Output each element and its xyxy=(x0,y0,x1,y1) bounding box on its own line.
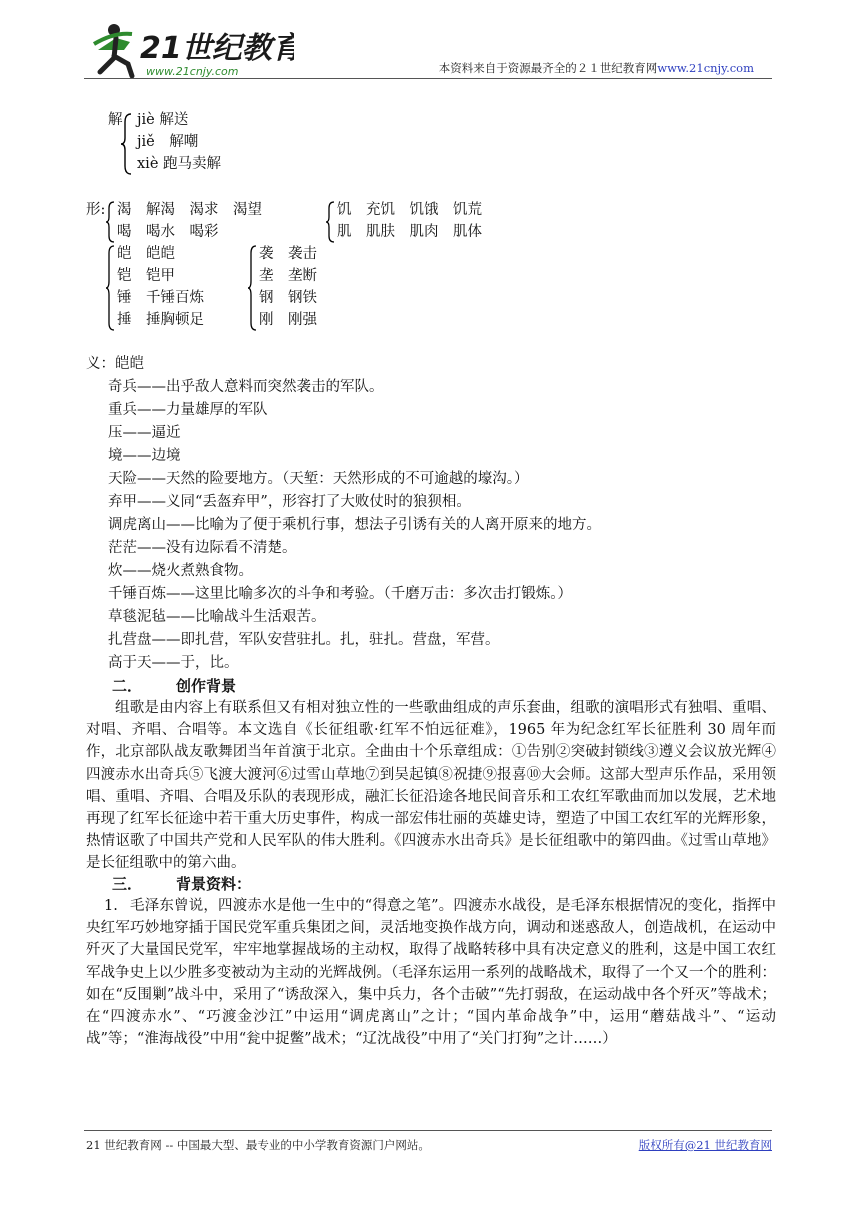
brace xyxy=(326,201,336,243)
yi-item: 天险——天然的险要地方。（天堑：天然形成的不可逾越的壕沟。） xyxy=(108,471,529,487)
section3-body: 毛泽东曾说，四渡赤水是他一生中的“得意之笔”。四渡赤水战役，是毛泽东根据情况的变化，指挥中央红军巧妙地穿插于国民党军重兵集团之间，灵活地变换作战方向，调动和迷惑敌人，创造战机，在运动中歼灭了大量国民党军，牢牢地掌握战场的主动权，取得了战略转移中具有决定意义的胜利，这是中国工农红军战争史上以少胜多变被动为主动的光辉战例。（毛泽东运用一系列的战略战术，取得了一个又一个的胜利：如在“反围剿”战斗中，采用了“诱敌深入，集中兵力，各个击破”“先打弱敌，在运动战中各个歼灭”等战术；在“四渡赤水”、“巧渡金沙江”中运用“调虎离山”之计；“国内革命战争”中，运用“蘑菇战斗”、“运动战”等；“淮海战役”中用“瓮中捉鳖”战术；“辽沈战役”中用了“关门打狗”之计……） xyxy=(86,898,776,1048)
yi-item: 高于天——于，比。 xyxy=(108,655,239,671)
xing-g2-row-1: 饥 充饥 饥饿 饥荒 xyxy=(337,202,482,218)
xing-g3-row-2: 铠 铠甲 xyxy=(117,268,175,284)
section2-body: 组歌是由内容上有联系但又有相对独立性的一些歌曲组成的声乐套曲，组歌的演唱形式有独唱、重唱、对唱、齐唱、合唱等。本文选自《长征组歌·红军不怕远征难》，1965 年为纪念红军长征胜利 30 周年而作，北京部队战友歌舞团当年首演于北京。全曲由十个乐章组成：①告别②突破封锁线③遵义会议放光辉④四渡赤水出奇兵⑤飞渡大渡河⑥过雪山草地⑦到吴起镇⑧祝捷⑨报喜⑩大会师。这部大型声乐作品，采用领唱、重唱、齐唱、合唱及乐队的表现形成，融汇长征沿途各地民间音乐和工农红军歌曲而加以发展，艺术地再现了红军长征途中若干重大历史事件，构成一部宏伟壮丽的英雄史诗，塑造了中国工农红军的光辉形象，热情讴歌了中国共产党和人民军队的伟大胜利。《四渡赤水出奇兵》是长征组歌中的第四曲。《过雪山草地》是长征组歌中的第六曲。 xyxy=(86,700,776,872)
svg-text:www.21cnjy.com: www.21cnjy.com xyxy=(146,65,239,78)
yi-item: 千锤百炼——这里比喻多次的斗争和考验。（千磨万击：多次击打锻炼。） xyxy=(108,586,572,602)
yi-item: 奇兵——出乎敌人意料而突然袭击的军队。 xyxy=(108,379,384,395)
xing-head: 形: xyxy=(86,202,106,218)
jie-item-3: xiè 跑马卖解 xyxy=(137,156,222,172)
xing-g4-row-1: 袭 袭击 xyxy=(259,246,317,262)
yi-item: 炊——烧火煮熟食物。 xyxy=(108,563,253,579)
section3-heading: 三． 背景资料： xyxy=(112,875,252,893)
yi-item: 压——逼近 xyxy=(108,425,181,441)
runner-icon xyxy=(94,24,132,76)
yi-head: 义：皑皑 xyxy=(86,356,144,372)
brace xyxy=(106,201,116,243)
yi-item: 弃甲——义同“丢盔弃甲”，形容打了大败仗时的狼狈相。 xyxy=(108,494,471,510)
svg-text:21世纪教育: 21世纪教育 xyxy=(140,31,294,66)
jie-item-1: jiè 解送 xyxy=(137,112,189,128)
yi-item: 草毯泥毡——比喻战斗生活艰苦。 xyxy=(108,609,326,625)
xing-g3-row-4: 捶 捶胸顿足 xyxy=(117,312,204,328)
brace xyxy=(121,112,133,176)
xing-g4-row-3: 钢 钢铁 xyxy=(259,290,317,306)
yi-item: 调虎离山——比喻为了便于乘机行事，想法子引诱有关的人离开原来的地方。 xyxy=(108,517,601,533)
yi-item: 境——边境 xyxy=(108,448,181,464)
section3-item-num: 1. xyxy=(104,898,118,914)
header-rule xyxy=(84,78,772,79)
xing-g1-row-2: 喝 喝水 喝彩 xyxy=(117,224,219,240)
header-link[interactable]: www.21cnjy.com xyxy=(657,61,754,75)
footer-copyright-link[interactable]: 版权所有@21 世纪教育网 xyxy=(638,1138,772,1152)
header-note: 本资料来自于资源最齐全的２１世纪教育网www.21cnjy.com xyxy=(438,61,754,75)
brace xyxy=(106,245,116,331)
jie-item-2: jiě 解嘲 xyxy=(137,134,199,150)
brace xyxy=(248,245,258,331)
yi-item: 扎营盘——即扎营，军队安营驻扎。扎，驻扎。营盘，军营。 xyxy=(108,632,500,648)
xing-g2-row-2: 肌 肌肤 肌肉 肌体 xyxy=(337,224,482,240)
yi-item: 茫茫——没有边际看不清楚。 xyxy=(108,540,297,556)
xing-g3-row-1: 皑 皑皑 xyxy=(117,246,175,262)
footer-text: 21 世纪教育网 -- 中国最大型、最专业的中小学教育资源门户网站。 xyxy=(86,1138,430,1152)
yi-item: 重兵——力量雄厚的军队 xyxy=(108,402,268,418)
xing-g4-row-2: 垄 垄断 xyxy=(259,268,317,284)
section2-heading: 二． 创作背景 xyxy=(112,677,237,695)
xing-g1-row-1: 渴 解渴 渴求 渴望 xyxy=(117,202,262,218)
xing-g4-row-4: 刚 刚强 xyxy=(259,312,317,328)
footer-rule xyxy=(84,1130,772,1131)
jie-head: 解 xyxy=(108,112,123,128)
site-logo xyxy=(84,20,294,82)
xing-g3-row-3: 锤 千锤百炼 xyxy=(117,290,204,306)
